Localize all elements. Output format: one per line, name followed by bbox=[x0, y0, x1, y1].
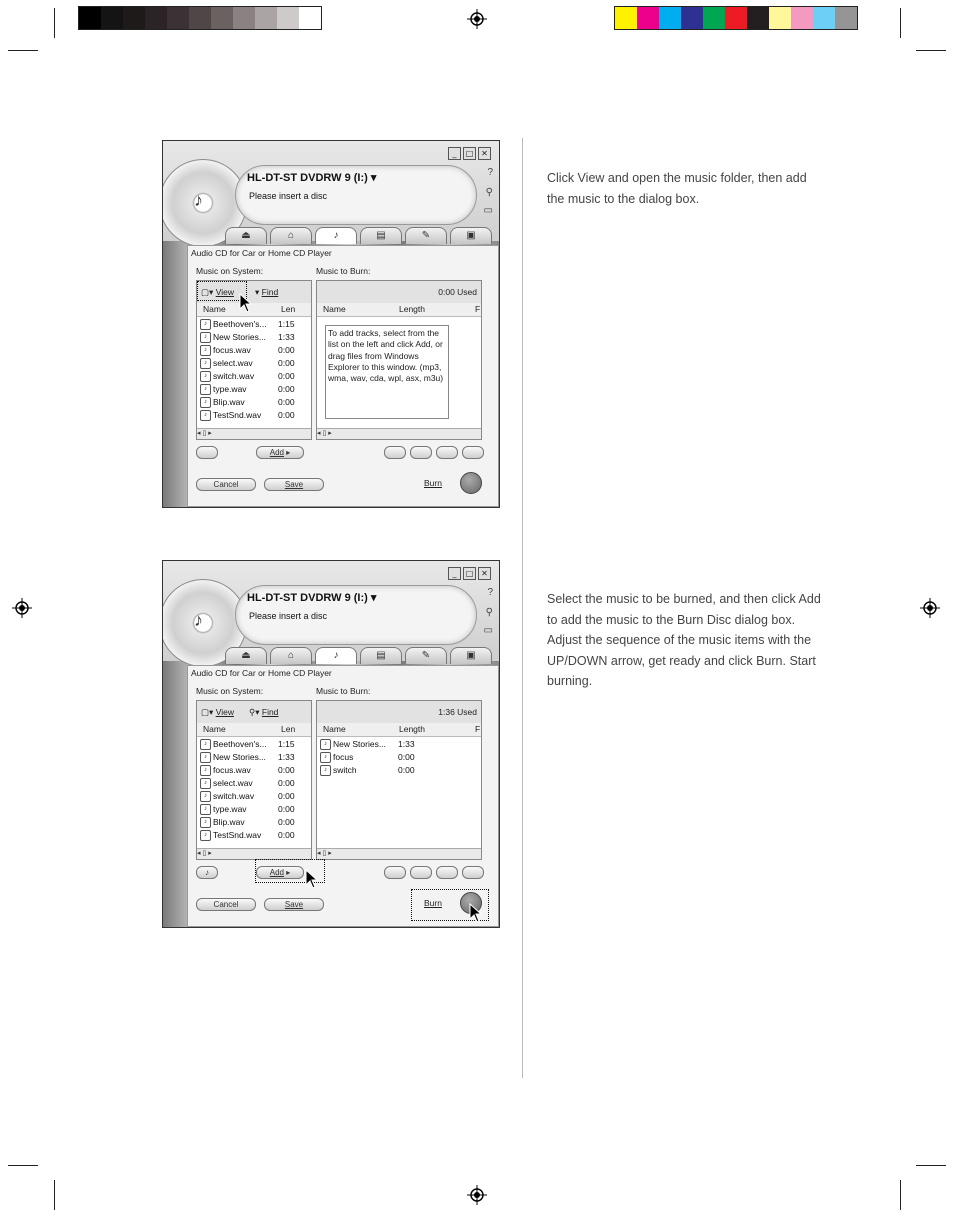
list-item[interactable] bbox=[200, 358, 314, 371]
play-button[interactable]: ♪ bbox=[196, 866, 218, 879]
track-name: type.wav bbox=[213, 384, 247, 394]
length-column-header[interactable]: Length bbox=[399, 724, 425, 734]
track-name: New Stories... bbox=[213, 332, 266, 342]
system-list bbox=[196, 280, 312, 440]
length-column-header[interactable]: Length bbox=[399, 304, 425, 314]
color-swatch bbox=[813, 7, 835, 29]
home-icon[interactable]: ⌂ bbox=[270, 647, 312, 664]
chevron-down-icon: ▾ bbox=[370, 172, 377, 184]
audio-file-icon: ♪ bbox=[200, 319, 211, 330]
extra-column-header[interactable]: F bbox=[475, 304, 481, 314]
track-length: 0:00 bbox=[278, 345, 295, 355]
chevron-down-icon: ▾ bbox=[370, 592, 377, 604]
list-item[interactable] bbox=[200, 804, 314, 817]
name-column-header[interactable]: Name bbox=[203, 304, 226, 314]
track-name: TestSnd.wav bbox=[213, 830, 262, 840]
audio-file-icon: ♪ bbox=[320, 739, 331, 750]
burn-button[interactable] bbox=[460, 472, 482, 494]
audio-file-icon: ♪ bbox=[200, 804, 211, 815]
track-name: focus bbox=[333, 752, 354, 762]
audio-file-icon: ♪ bbox=[200, 410, 211, 421]
len-column-header[interactable]: Len bbox=[281, 304, 296, 314]
track-length: 1:15 bbox=[278, 319, 295, 329]
column-divider bbox=[522, 138, 523, 1078]
music-note-icon: ♪ bbox=[194, 190, 203, 210]
maximize-icon[interactable]: □ bbox=[463, 567, 476, 580]
time-used: 1:36 Used bbox=[438, 707, 477, 717]
crop-mark bbox=[54, 8, 55, 38]
video-tab-icon[interactable]: ▣ bbox=[450, 227, 492, 244]
track-name: select.wav bbox=[213, 778, 253, 788]
crop-mark bbox=[8, 1165, 38, 1166]
track-length: 1:33 bbox=[278, 752, 295, 762]
home-icon[interactable]: ⌂ bbox=[270, 227, 312, 244]
color-swatch bbox=[659, 7, 681, 29]
horizontal-scrollbar[interactable]: ◂ ▯ ▸ bbox=[317, 848, 481, 859]
step-1-description: Click View and open the music folder, then add the music to the dialog box. bbox=[547, 171, 807, 206]
name-column-header[interactable]: Name bbox=[323, 304, 346, 314]
save-label: Save bbox=[284, 480, 304, 489]
music-on-system-label: Music on System: bbox=[196, 686, 264, 696]
panel-title: Audio CD for Car or Home CD Player bbox=[191, 668, 332, 678]
screenshot-2 bbox=[162, 560, 500, 928]
eject-icon[interactable]: ⏏ bbox=[225, 647, 267, 664]
burn-label bbox=[424, 478, 442, 488]
find-icon: ⚲▾ bbox=[249, 707, 260, 717]
music-note-icon: ♪ bbox=[194, 610, 203, 630]
time-used: 0:00 Used bbox=[438, 287, 477, 297]
move-up-button[interactable] bbox=[384, 866, 406, 879]
clear-button[interactable] bbox=[462, 866, 484, 879]
add-label: Add bbox=[269, 868, 284, 877]
crop-mark bbox=[900, 1180, 901, 1210]
registration-mark-icon bbox=[467, 1185, 487, 1205]
panel-title: Audio CD for Car or Home CD Player bbox=[191, 248, 332, 258]
music-tab-icon[interactable]: ♪ bbox=[315, 227, 357, 244]
music-on-system-label: Music on System: bbox=[196, 266, 264, 276]
burn-list bbox=[316, 280, 482, 440]
list-item[interactable] bbox=[320, 739, 484, 752]
track-length: 0:00 bbox=[278, 817, 295, 827]
track-name: Blip.wav bbox=[213, 397, 245, 407]
horizontal-scrollbar[interactable]: ◂ ▯ ▸ bbox=[197, 428, 311, 439]
color-swatch bbox=[681, 7, 703, 29]
list-item[interactable] bbox=[200, 817, 314, 830]
list-item[interactable] bbox=[200, 371, 314, 384]
step-2-burn-text: Adjust the sequence of the music items with the UP/DOWN arrow, get ready and click Burn. Start burning. bbox=[547, 633, 816, 688]
window-controls bbox=[448, 147, 491, 160]
track-name: New Stories... bbox=[333, 739, 386, 749]
eject-icon[interactable]: ⏏ bbox=[225, 227, 267, 244]
color-swatch bbox=[703, 7, 725, 29]
track-length: 1:15 bbox=[278, 739, 295, 749]
crop-mark bbox=[916, 1165, 946, 1166]
list-item[interactable] bbox=[200, 739, 314, 752]
horizontal-scrollbar[interactable]: ◂ ▯ ▸ bbox=[197, 848, 311, 859]
window-controls bbox=[448, 567, 491, 580]
color-swatch bbox=[835, 7, 857, 29]
add-label: Add bbox=[269, 448, 284, 457]
color-swatch bbox=[725, 7, 747, 29]
remove-button[interactable] bbox=[436, 866, 458, 879]
grayscale-swatch bbox=[145, 7, 167, 29]
name-column-header[interactable]: Name bbox=[323, 724, 346, 734]
track-name: Beethoven's... bbox=[213, 739, 267, 749]
list-item[interactable] bbox=[320, 752, 484, 765]
audio-file-icon: ♪ bbox=[200, 830, 211, 841]
audio-file-icon: ♪ bbox=[200, 817, 211, 828]
list-item[interactable] bbox=[200, 765, 314, 778]
move-up-button[interactable] bbox=[384, 446, 406, 459]
grayscale-swatch bbox=[299, 7, 321, 29]
close-icon[interactable]: ✕ bbox=[478, 147, 491, 160]
add-button[interactable]: Add ▸ bbox=[256, 866, 304, 879]
track-length: 0:00 bbox=[278, 384, 295, 394]
burn-toolbar bbox=[317, 701, 481, 724]
system-column-headers bbox=[197, 723, 311, 737]
audio-file-icon: ♪ bbox=[200, 791, 211, 802]
grayscale-swatch bbox=[101, 7, 123, 29]
track-name: switch.wav bbox=[213, 371, 255, 381]
track-name: TestSnd.wav bbox=[213, 410, 262, 420]
burn-column-headers bbox=[317, 303, 481, 317]
system-toolbar bbox=[197, 701, 311, 724]
search-icon[interactable]: ⚲ bbox=[485, 187, 493, 198]
folder-icon[interactable]: ▭ bbox=[483, 205, 493, 216]
step-2-description bbox=[547, 589, 827, 692]
track-name: select.wav bbox=[213, 358, 253, 368]
help-icon[interactable]: ? bbox=[487, 587, 493, 598]
view-label: View bbox=[215, 287, 234, 297]
find-button[interactable] bbox=[249, 707, 278, 718]
extra-column-header[interactable]: F bbox=[475, 724, 481, 734]
drive-name: HL-DT-ST DVDRW 9 (I:) bbox=[247, 592, 368, 604]
track-name: switch bbox=[333, 765, 357, 775]
step-2-select-text: Select the music to be burned, and then click Add to add the music to the Burn Disc dialog box. bbox=[547, 592, 821, 627]
len-column-header[interactable]: Len bbox=[281, 724, 296, 734]
track-length: 0:00 bbox=[278, 804, 295, 814]
crop-mark bbox=[8, 50, 38, 51]
video-tab-icon[interactable]: ▣ bbox=[450, 647, 492, 664]
track-length: 0:00 bbox=[398, 752, 415, 762]
add-button[interactable]: Add ▸ bbox=[256, 446, 304, 459]
tools-tab-icon[interactable]: ✎ bbox=[405, 227, 447, 244]
burn-column-headers bbox=[317, 723, 481, 737]
audio-file-icon: ♪ bbox=[200, 371, 211, 382]
audio-file-icon: ♪ bbox=[200, 345, 211, 356]
audio-file-icon: ♪ bbox=[200, 765, 211, 776]
data-tab-icon[interactable]: ▤ bbox=[360, 647, 402, 664]
registration-mark-icon bbox=[12, 598, 32, 618]
tab-bar bbox=[225, 647, 492, 664]
grayscale-swatch bbox=[233, 7, 255, 29]
name-column-header[interactable]: Name bbox=[203, 724, 226, 734]
close-icon[interactable]: ✕ bbox=[478, 567, 491, 580]
track-length: 0:00 bbox=[278, 371, 295, 381]
track-length: 1:33 bbox=[398, 739, 415, 749]
system-column-headers bbox=[197, 303, 311, 317]
audio-file-icon: ♪ bbox=[200, 778, 211, 789]
find-label: Find bbox=[261, 707, 279, 717]
list-item[interactable] bbox=[200, 397, 314, 410]
track-length: 1:33 bbox=[278, 332, 295, 342]
registration-mark-icon bbox=[920, 598, 940, 618]
list-item[interactable] bbox=[200, 384, 314, 397]
save-label: Save bbox=[284, 900, 304, 909]
list-item[interactable] bbox=[200, 830, 314, 843]
cancel-button[interactable]: Cancel bbox=[196, 898, 256, 911]
audio-file-icon: ♪ bbox=[200, 397, 211, 408]
move-down-button[interactable] bbox=[410, 866, 432, 879]
crop-mark bbox=[916, 50, 946, 51]
list-item[interactable] bbox=[320, 765, 484, 778]
music-to-burn-label: Music to Burn: bbox=[316, 266, 371, 276]
save-button[interactable] bbox=[264, 478, 324, 491]
crop-mark bbox=[54, 1180, 55, 1210]
maximize-icon[interactable]: □ bbox=[463, 147, 476, 160]
minimize-icon[interactable]: _ bbox=[448, 147, 461, 160]
help-icon[interactable]: ? bbox=[487, 167, 493, 178]
instruction-text: To add tracks, select from the list on the left and click Add, or drag files from Windows Explorer to this window. (mp3, wma, wav, cda, wpl, asx, m3u) bbox=[325, 325, 449, 419]
view-button[interactable] bbox=[201, 707, 234, 718]
track-name: switch.wav bbox=[213, 791, 255, 801]
drive-name: HL-DT-ST DVDRW 9 (I:) bbox=[247, 172, 368, 184]
track-name: focus.wav bbox=[213, 345, 251, 355]
cursor-icon bbox=[239, 293, 253, 313]
list-item[interactable] bbox=[200, 791, 314, 804]
track-name: focus.wav bbox=[213, 765, 251, 775]
view-label: View bbox=[215, 707, 234, 717]
music-to-burn-label: Music to Burn: bbox=[316, 686, 371, 696]
disc-status: Please insert a disc bbox=[249, 611, 328, 621]
disc-status: Please insert a disc bbox=[249, 191, 328, 201]
track-name: Beethoven's... bbox=[213, 319, 267, 329]
burn-panel bbox=[187, 665, 499, 927]
list-item[interactable] bbox=[200, 410, 314, 423]
grayscale-swatch bbox=[167, 7, 189, 29]
track-length: 0:00 bbox=[398, 765, 415, 775]
list-item[interactable] bbox=[200, 319, 314, 332]
minimize-icon[interactable]: _ bbox=[448, 567, 461, 580]
cancel-button[interactable]: Cancel bbox=[196, 478, 256, 491]
color-swatch bbox=[769, 7, 791, 29]
view-icon: ▢▾ bbox=[201, 707, 214, 717]
cursor-icon bbox=[305, 869, 319, 889]
grayscale-swatch bbox=[211, 7, 233, 29]
clear-button[interactable] bbox=[462, 446, 484, 459]
audio-file-icon: ♪ bbox=[200, 384, 211, 395]
color-swatch bbox=[637, 7, 659, 29]
list-item[interactable] bbox=[200, 778, 314, 791]
cursor-icon bbox=[469, 903, 483, 923]
find-icon: ▾ bbox=[255, 287, 260, 297]
find-label: Find bbox=[261, 287, 279, 297]
color-bar bbox=[614, 6, 858, 30]
horizontal-scrollbar[interactable]: ◂ ▯ ▸ bbox=[317, 428, 481, 439]
track-length: 0:00 bbox=[278, 397, 295, 407]
track-length: 0:00 bbox=[278, 358, 295, 368]
data-tab-icon[interactable]: ▤ bbox=[360, 227, 402, 244]
search-icon[interactable]: ⚲ bbox=[485, 607, 493, 618]
screenshot-1 bbox=[162, 140, 500, 508]
grayscale-swatch bbox=[79, 7, 101, 29]
remove-button[interactable] bbox=[436, 446, 458, 459]
save-button[interactable] bbox=[264, 898, 324, 911]
audio-file-icon: ♪ bbox=[200, 752, 211, 763]
audio-file-icon: ♪ bbox=[320, 765, 331, 776]
track-length: 0:00 bbox=[278, 765, 295, 775]
burn-toolbar bbox=[317, 281, 481, 304]
folder-icon[interactable]: ▭ bbox=[483, 625, 493, 636]
grayscale-swatch bbox=[255, 7, 277, 29]
audio-file-icon: ♪ bbox=[200, 332, 211, 343]
burn-list bbox=[316, 700, 482, 860]
audio-file-icon: ♪ bbox=[200, 739, 211, 750]
music-tab-icon[interactable]: ♪ bbox=[315, 647, 357, 664]
color-swatch bbox=[747, 7, 769, 29]
grayscale-swatch bbox=[189, 7, 211, 29]
track-name: type.wav bbox=[213, 804, 247, 814]
registration-mark-icon bbox=[467, 9, 487, 29]
burn-text: Burn bbox=[424, 478, 442, 488]
track-length: 0:00 bbox=[278, 791, 295, 801]
play-button[interactable] bbox=[196, 446, 218, 459]
audio-file-icon: ♪ bbox=[200, 358, 211, 369]
move-down-button[interactable] bbox=[410, 446, 432, 459]
grayscale-bar bbox=[78, 6, 322, 30]
grayscale-swatch bbox=[123, 7, 145, 29]
track-length: 0:00 bbox=[278, 778, 295, 788]
list-item[interactable] bbox=[200, 332, 314, 345]
track-length: 0:00 bbox=[278, 410, 295, 420]
grayscale-swatch bbox=[277, 7, 299, 29]
track-name: New Stories... bbox=[213, 752, 266, 762]
color-swatch bbox=[791, 7, 813, 29]
tab-bar bbox=[225, 227, 492, 244]
system-list bbox=[196, 700, 312, 860]
list-item[interactable] bbox=[200, 752, 314, 765]
find-button[interactable] bbox=[255, 287, 278, 298]
track-length: 0:00 bbox=[278, 830, 295, 840]
list-item[interactable] bbox=[200, 345, 314, 358]
track-name: Blip.wav bbox=[213, 817, 245, 827]
tools-tab-icon[interactable]: ✎ bbox=[405, 647, 447, 664]
view-icon: ▢▾ bbox=[201, 287, 214, 297]
audio-file-icon: ♪ bbox=[320, 752, 331, 763]
burn-text: Burn bbox=[424, 898, 442, 908]
color-swatch bbox=[615, 7, 637, 29]
crop-mark bbox=[900, 8, 901, 38]
drive-selector[interactable] bbox=[247, 171, 376, 184]
drive-selector[interactable] bbox=[247, 591, 376, 604]
